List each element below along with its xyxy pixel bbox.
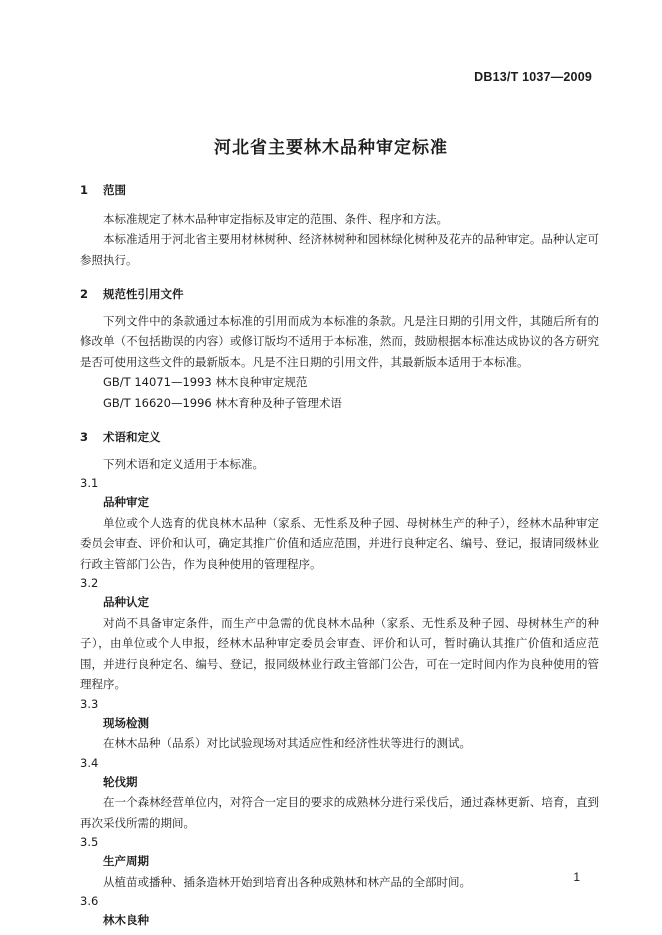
term-number: 3.6 — [80, 894, 99, 908]
term-name: 林木良种 — [103, 913, 149, 927]
term-number: 3.4 — [80, 755, 99, 770]
section-1-heading: 1 范围 — [80, 183, 126, 197]
term-name: 品种认定 — [103, 595, 149, 609]
document-body — [80, 180, 599, 931]
term-number: 3.1 — [80, 476, 99, 490]
term-name: 现场检测 — [103, 715, 149, 730]
section-2-heading: 2 规范性引用文件 — [80, 287, 184, 301]
term-name: 品种审定 — [103, 495, 149, 509]
reference-item: GB/T 16620—1996 林木育种及种子管理术语 — [103, 395, 342, 410]
standard-code: DB13/T 1037—2009 — [474, 70, 592, 84]
section-1-paragraph-1: 本标准规定了林木品种审定指标及审定的范围、条件、程序和方法。 — [103, 211, 448, 226]
section-3-heading: 3 术语和定义 — [80, 430, 161, 444]
term-definition: 在林木品种（品系）对比试验现场对其适应性和经济性状等进行的测试。 — [103, 736, 471, 750]
term-name: 生产周期 — [103, 854, 149, 868]
term-definition: 单位或个人选育的优良林木品种（家系、无性系及种子园、母树林生产的种子），经林木品种审定委员会审查、评价和认可，确定其推广价值和适应范围，并进行良种定名、编号、登记，报请同级林业行政主管部门公告，作为良种使用的管理程序。 — [80, 515, 599, 571]
term-number: 3.5 — [80, 835, 99, 849]
term-definition: 从植苗或播种、插条造林开始到培育出各种成熟林和林产品的全部时间。 — [103, 874, 471, 889]
section-3-intro: 下列术语和定义适用于本标准。 — [103, 456, 264, 471]
term-definition: 在一个森林经营单位内，对符合一定目的要求的成熟林分进行采伐后，通过森林更新、培育，直到再次采伐所需的期间。 — [80, 795, 599, 830]
document-title: 河北省主要林木品种审定标准 — [214, 138, 448, 158]
term-name: 轮伐期 — [103, 774, 138, 789]
term-number: 3.2 — [80, 576, 99, 590]
reference-item: GB/T 14071—1993 林木良种审定规范 — [103, 375, 308, 389]
page-number: 1 — [573, 870, 580, 884]
term-number: 3.3 — [80, 696, 99, 711]
section-1-paragraph-2: 本标准适用于河北省主要用材林树种、经济林树种和园林绿化树种及花卉的品种审定。品种认定可参照执行。 — [80, 232, 599, 267]
section-2-paragraph-1: 下列文件中的条款通过本标准的引用而成为本标准的条款。凡是注日期的引用文件，其随后所有的修改单（不包括勘误的内容）或修订版均不适用于本标准，然而，鼓励根据本标准达成协议的各方研究是否可使用这些文件的最新版本。凡是不注日期的引用文件，其最新版本适用于本标准。 — [80, 313, 599, 369]
term-definition: 对尚不具备审定条件，而生产中急需的优良林木品种（家系、无性系及种子园、母树林生产的种子），由单位或个人申报，经林木品种审定委员会审查、评价和认可，暂时确认其推广价值和适应范围，并进行良种定名、编号、登记，报同级林业行政主管部门公告，可在一定时间内作为良种使用的管理程序。 — [80, 615, 599, 691]
